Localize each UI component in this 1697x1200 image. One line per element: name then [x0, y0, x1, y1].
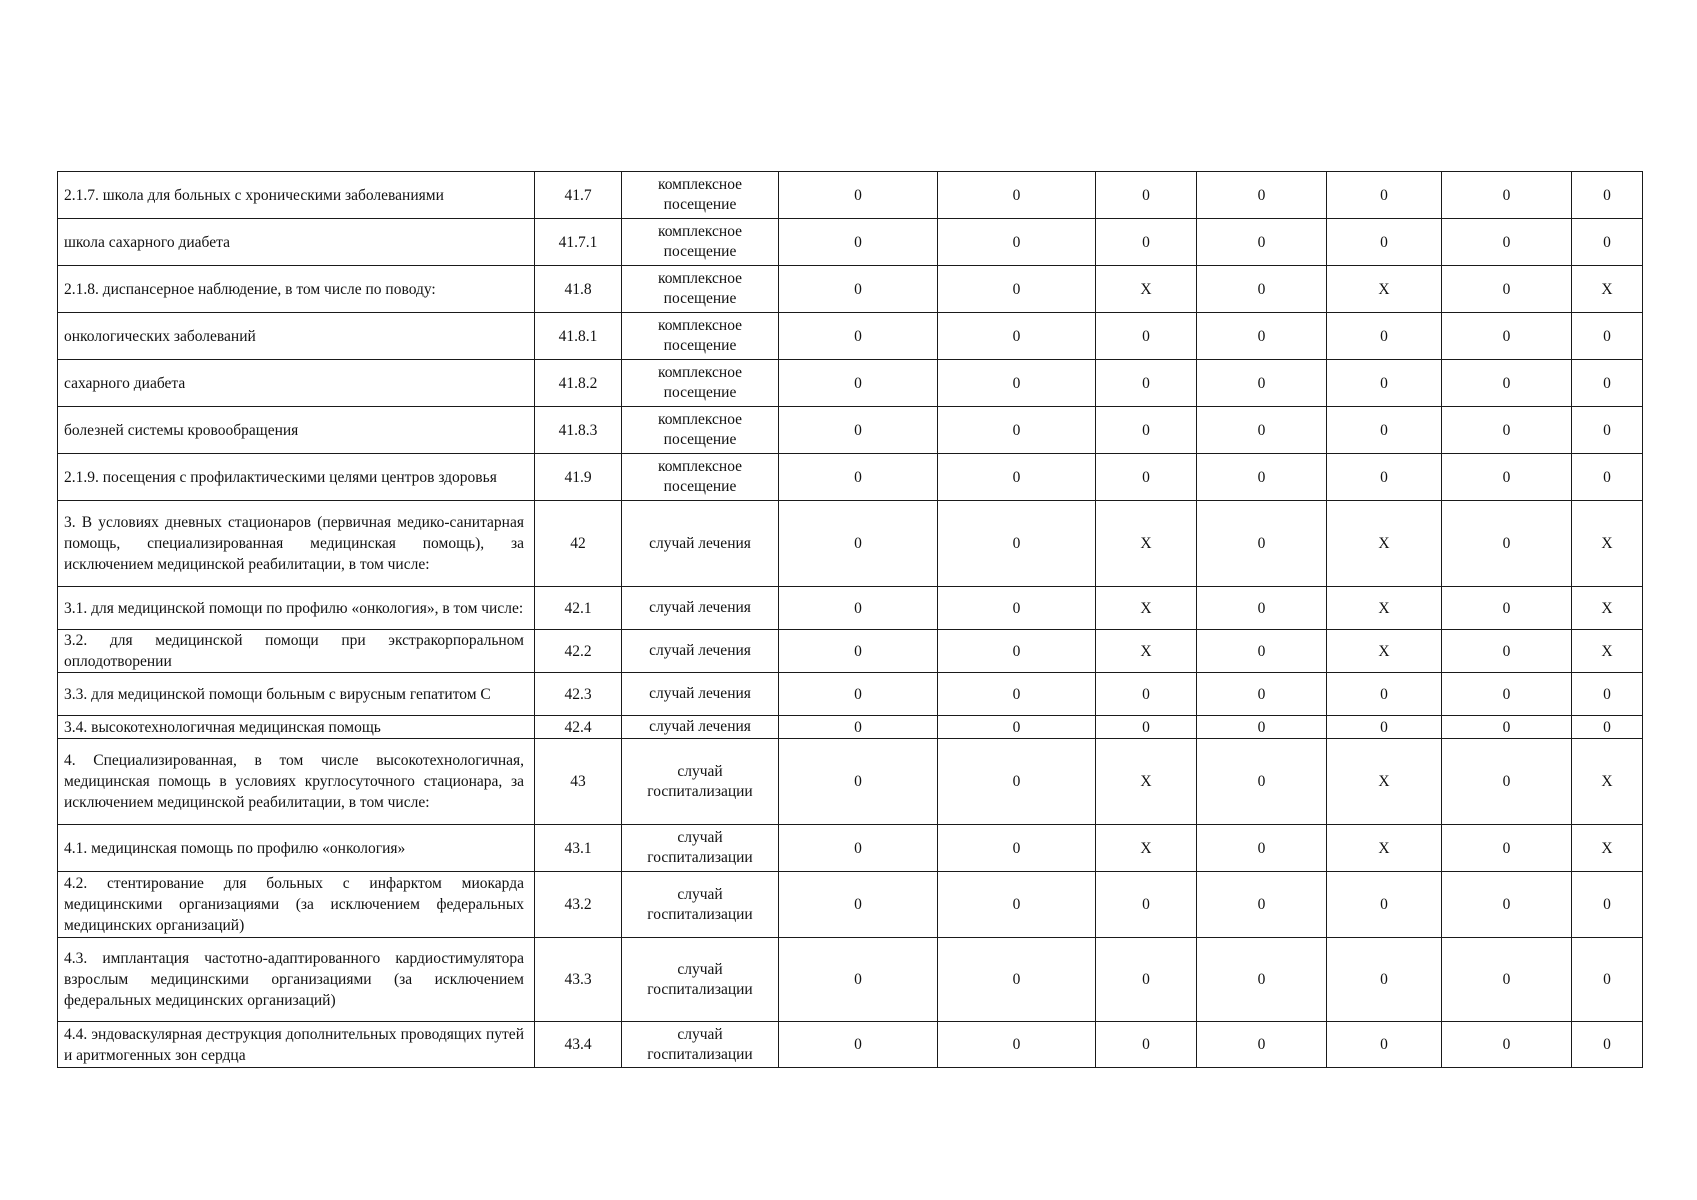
row-value-cell: 0 — [938, 266, 1096, 313]
row-value-cell: 0 — [1096, 172, 1197, 219]
row-value-cell: 0 — [1096, 454, 1197, 501]
table-row — [58, 587, 1643, 630]
row-value-cell: 0 — [1572, 172, 1643, 219]
table-row — [58, 673, 1643, 716]
row-value-cell: 0 — [938, 587, 1096, 630]
row-code-cell: 41.7.1 — [535, 219, 622, 266]
table-row — [58, 716, 1643, 739]
row-name-cell: 3.2. для медицинской помощи при экстракорпоральном оплодотворении — [58, 630, 535, 673]
row-value-cell: 0 — [1197, 454, 1327, 501]
row-value-cell: 0 — [779, 219, 938, 266]
row-code-cell: 43.3 — [535, 938, 622, 1022]
row-value-cell: 0 — [1442, 938, 1572, 1022]
row-value-cell: 0 — [1572, 716, 1643, 739]
row-value-cell: 0 — [1327, 716, 1442, 739]
row-code-cell: 41.9 — [535, 454, 622, 501]
row-code-cell: 41.8.1 — [535, 313, 622, 360]
table-row — [58, 407, 1643, 454]
row-unit-cell: случай лечения — [622, 501, 779, 587]
row-value-cell: 0 — [938, 673, 1096, 716]
row-value-cell: 0 — [938, 172, 1096, 219]
row-value-cell: 0 — [1197, 739, 1327, 825]
row-value-cell: X — [1572, 739, 1643, 825]
row-value-cell: 0 — [1197, 360, 1327, 407]
row-name-cell: болезней системы кровообращения — [58, 407, 535, 454]
row-value-cell: 0 — [779, 938, 938, 1022]
row-value-cell: 0 — [779, 313, 938, 360]
row-value-cell: 0 — [1197, 501, 1327, 587]
row-value-cell: 0 — [938, 1022, 1096, 1068]
row-code-cell: 43 — [535, 739, 622, 825]
row-unit-cell: случай госпитализации — [622, 872, 779, 938]
row-value-cell: 0 — [1096, 716, 1197, 739]
table-row — [58, 219, 1643, 266]
row-unit-cell: случай лечения — [622, 587, 779, 630]
row-name-cell: 2.1.9. посещения с профилактическими целями центров здоровья — [58, 454, 535, 501]
row-value-cell: X — [1096, 266, 1197, 313]
row-code-cell: 42.4 — [535, 716, 622, 739]
row-code-cell: 42 — [535, 501, 622, 587]
row-value-cell: 0 — [779, 172, 938, 219]
row-value-cell: 0 — [1442, 739, 1572, 825]
row-value-cell: 0 — [1572, 407, 1643, 454]
row-value-cell: X — [1327, 825, 1442, 872]
table-row — [58, 872, 1643, 938]
row-unit-cell: случай лечения — [622, 673, 779, 716]
row-value-cell: 0 — [1442, 673, 1572, 716]
row-unit-cell: комплексное посещение — [622, 172, 779, 219]
row-unit-cell: случай госпитализации — [622, 938, 779, 1022]
row-value-cell: 0 — [1442, 1022, 1572, 1068]
row-unit-cell: комплексное посещение — [622, 313, 779, 360]
row-name-cell: 4.3. имплантация частотно-адаптированного кардиостимулятора взрослым медицинскими организациями (за исключением федеральных медицинских организаций) — [58, 938, 535, 1022]
row-code-cell: 41.7 — [535, 172, 622, 219]
row-value-cell: X — [1572, 587, 1643, 630]
row-value-cell: 0 — [779, 454, 938, 501]
table-row — [58, 739, 1643, 825]
row-value-cell: 0 — [1442, 172, 1572, 219]
row-name-cell: 2.1.7. школа для больных с хроническими заболеваниями — [58, 172, 535, 219]
row-name-cell: 4.4. эндоваскулярная деструкция дополнительных проводящих путей и аритмогенных зон сердца — [58, 1022, 535, 1068]
row-value-cell: 0 — [938, 501, 1096, 587]
row-value-cell: X — [1096, 630, 1197, 673]
row-value-cell: 0 — [779, 587, 938, 630]
table-row — [58, 825, 1643, 872]
row-value-cell: 0 — [938, 739, 1096, 825]
row-value-cell: 0 — [1442, 501, 1572, 587]
row-value-cell: 0 — [938, 407, 1096, 454]
row-name-cell: 4.2. стентирование для больных с инфарктом миокарда медицинскими организациями (за исключением федеральных медицинских организаций) — [58, 872, 535, 938]
row-value-cell: 0 — [1442, 630, 1572, 673]
row-name-cell: сахарного диабета — [58, 360, 535, 407]
row-value-cell: 0 — [1572, 1022, 1643, 1068]
row-value-cell: 0 — [1442, 407, 1572, 454]
row-name-cell: 2.1.8. диспансерное наблюдение, в том числе по поводу: — [58, 266, 535, 313]
row-value-cell: 0 — [1197, 630, 1327, 673]
row-code-cell: 41.8.2 — [535, 360, 622, 407]
row-value-cell: 0 — [938, 825, 1096, 872]
table-row — [58, 360, 1643, 407]
row-value-cell: 0 — [1327, 313, 1442, 360]
row-value-cell: 0 — [1197, 872, 1327, 938]
row-value-cell: 0 — [1327, 454, 1442, 501]
row-value-cell: 0 — [779, 407, 938, 454]
row-code-cell: 42.3 — [535, 673, 622, 716]
row-value-cell: 0 — [1096, 1022, 1197, 1068]
row-value-cell: 0 — [1327, 938, 1442, 1022]
row-value-cell: 0 — [938, 219, 1096, 266]
row-code-cell: 41.8 — [535, 266, 622, 313]
row-value-cell: 0 — [938, 454, 1096, 501]
row-value-cell: 0 — [1442, 872, 1572, 938]
row-value-cell: 0 — [938, 872, 1096, 938]
row-value-cell: X — [1327, 266, 1442, 313]
row-value-cell: X — [1327, 630, 1442, 673]
row-code-cell: 42.1 — [535, 587, 622, 630]
row-unit-cell: комплексное посещение — [622, 360, 779, 407]
row-value-cell: 0 — [1327, 219, 1442, 266]
row-value-cell: 0 — [1327, 172, 1442, 219]
row-value-cell: 0 — [1327, 673, 1442, 716]
row-value-cell: 0 — [1327, 872, 1442, 938]
row-value-cell: X — [1327, 739, 1442, 825]
row-value-cell: 0 — [1442, 266, 1572, 313]
table-body — [58, 172, 1643, 1068]
table-row — [58, 313, 1643, 360]
row-value-cell: 0 — [1442, 313, 1572, 360]
row-value-cell: 0 — [1572, 872, 1643, 938]
table-row — [58, 1022, 1643, 1068]
row-value-cell: 0 — [1197, 716, 1327, 739]
row-value-cell: 0 — [779, 360, 938, 407]
row-value-cell: 0 — [938, 630, 1096, 673]
row-value-cell: 0 — [779, 739, 938, 825]
row-value-cell: 0 — [1442, 219, 1572, 266]
table-row — [58, 938, 1643, 1022]
row-value-cell: 0 — [1572, 313, 1643, 360]
row-value-cell: 0 — [1096, 938, 1197, 1022]
row-name-cell: 4. Специализированная, в том числе высокотехнологичная, медицинская помощь в условиях круглосуточного стационара, за исключением медицинской реабилитации, в том числе: — [58, 739, 535, 825]
row-code-cell: 43.4 — [535, 1022, 622, 1068]
row-value-cell: 0 — [1572, 673, 1643, 716]
row-value-cell: 0 — [938, 313, 1096, 360]
row-unit-cell: случай лечения — [622, 716, 779, 739]
row-value-cell: X — [1096, 739, 1197, 825]
row-value-cell: 0 — [1442, 825, 1572, 872]
row-value-cell: X — [1327, 587, 1442, 630]
row-value-cell: X — [1572, 825, 1643, 872]
row-value-cell: 0 — [779, 266, 938, 313]
row-value-cell: 0 — [779, 716, 938, 739]
row-value-cell: 0 — [938, 938, 1096, 1022]
row-value-cell: 0 — [1096, 673, 1197, 716]
row-value-cell: 0 — [1096, 407, 1197, 454]
row-value-cell: 0 — [779, 630, 938, 673]
row-value-cell: X — [1096, 825, 1197, 872]
row-value-cell: 0 — [1572, 938, 1643, 1022]
row-value-cell: 0 — [1572, 219, 1643, 266]
row-code-cell: 43.2 — [535, 872, 622, 938]
row-value-cell: 0 — [1572, 360, 1643, 407]
row-value-cell: 0 — [1197, 172, 1327, 219]
row-value-cell: 0 — [1197, 219, 1327, 266]
row-value-cell: 0 — [1197, 825, 1327, 872]
row-value-cell: 0 — [1197, 1022, 1327, 1068]
row-value-cell: X — [1572, 630, 1643, 673]
row-unit-cell: случай госпитализации — [622, 739, 779, 825]
row-value-cell: 0 — [1096, 872, 1197, 938]
row-value-cell: 0 — [779, 501, 938, 587]
row-value-cell: 0 — [1197, 673, 1327, 716]
row-value-cell: 0 — [1096, 313, 1197, 360]
row-value-cell: 0 — [1442, 587, 1572, 630]
row-value-cell: 0 — [1197, 266, 1327, 313]
row-unit-cell: комплексное посещение — [622, 266, 779, 313]
row-code-cell: 41.8.3 — [535, 407, 622, 454]
table-row — [58, 266, 1643, 313]
row-name-cell: 3.4. высокотехнологичная медицинская помощь — [58, 716, 535, 739]
row-value-cell: 0 — [1197, 313, 1327, 360]
row-value-cell: 0 — [1442, 716, 1572, 739]
row-value-cell: 0 — [779, 825, 938, 872]
row-unit-cell: комплексное посещение — [622, 454, 779, 501]
row-name-cell: 3.3. для медицинской помощи больным с вирусным гепатитом С — [58, 673, 535, 716]
row-value-cell: X — [1572, 266, 1643, 313]
row-code-cell: 42.2 — [535, 630, 622, 673]
row-value-cell: 0 — [779, 872, 938, 938]
row-name-cell: онкологических заболеваний — [58, 313, 535, 360]
row-unit-cell: случай лечения — [622, 630, 779, 673]
row-value-cell: 0 — [1327, 1022, 1442, 1068]
table-row — [58, 501, 1643, 587]
row-value-cell: 0 — [1197, 938, 1327, 1022]
row-value-cell: 0 — [1096, 360, 1197, 407]
row-value-cell: X — [1327, 501, 1442, 587]
row-code-cell: 43.1 — [535, 825, 622, 872]
row-value-cell: X — [1096, 587, 1197, 630]
row-value-cell: 0 — [779, 1022, 938, 1068]
row-name-cell: школа сахарного диабета — [58, 219, 535, 266]
row-value-cell: 0 — [1442, 360, 1572, 407]
row-unit-cell: случай госпитализации — [622, 825, 779, 872]
row-value-cell: 0 — [1327, 407, 1442, 454]
table-row — [58, 630, 1643, 673]
row-unit-cell: комплексное посещение — [622, 407, 779, 454]
row-value-cell: X — [1572, 501, 1643, 587]
row-value-cell: 0 — [779, 673, 938, 716]
table-row — [58, 172, 1643, 219]
row-value-cell: 0 — [1327, 360, 1442, 407]
row-name-cell: 3.1. для медицинской помощи по профилю «онкология», в том числе: — [58, 587, 535, 630]
row-value-cell: 0 — [1442, 454, 1572, 501]
row-value-cell: 0 — [1197, 587, 1327, 630]
row-value-cell: 0 — [1572, 454, 1643, 501]
row-value-cell: X — [1096, 501, 1197, 587]
row-value-cell: 0 — [938, 716, 1096, 739]
row-value-cell: 0 — [1197, 407, 1327, 454]
row-value-cell: 0 — [1096, 219, 1197, 266]
row-name-cell: 4.1. медицинская помощь по профилю «онкология» — [58, 825, 535, 872]
row-value-cell: 0 — [938, 360, 1096, 407]
row-unit-cell: случай госпитализации — [622, 1022, 779, 1068]
table-row — [58, 454, 1643, 501]
row-unit-cell: комплексное посещение — [622, 219, 779, 266]
data-table — [57, 171, 1643, 1068]
row-name-cell: 3. В условиях дневных стационаров (первичная медико-санитарная помощь, специализированная медицинская помощь), за исключением медицинской реабилитации, в том числе: — [58, 501, 535, 587]
